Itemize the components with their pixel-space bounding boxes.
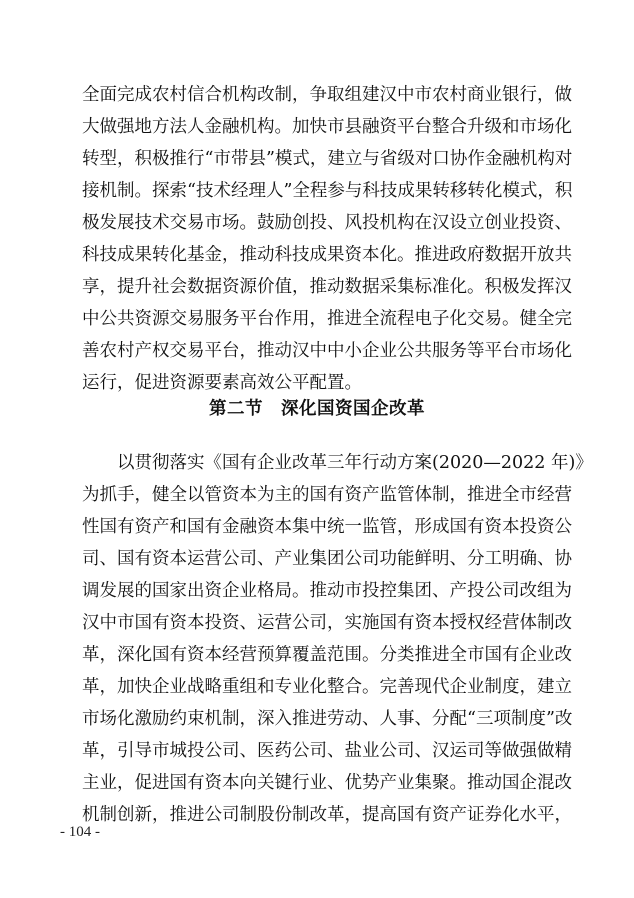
text-line: 极发展技术交易市场。鼓励创投、风投机构在汉设立创业投资、 — [82, 213, 572, 233]
text-line: 市场化激励约束机制，深入推进劳动、人事、分配“三项制度”改 — [82, 709, 573, 729]
text-line: 以贯彻落实《国有企业改革三年行动方案(2020—2022 年)》 — [117, 453, 593, 473]
text-line: 性国有资产和国有金融资本集中统一监管，形成国有资本投资公 — [82, 517, 572, 537]
text-line: 善农村产权交易平台，推动汉中中小企业公共服务等平台市场化 — [82, 341, 572, 361]
text-line: 革，加快企业战略重组和专业化整合。完善现代企业制度，建立 — [82, 677, 572, 697]
text-line: 革，引导市城投公司、医药公司、盐业公司、汉运司等做强做精 — [82, 741, 572, 761]
text-line: 为抓手，健全以管资本为主的国有资产监管体制，推进全市经营 — [82, 485, 572, 505]
text-line: 大做强地方法人金融机构。加快市县融资平台整合升级和市场化 — [82, 117, 572, 137]
text-line: 汉中市国有资本投资、运营公司，实施国有资本授权经营体制改 — [82, 613, 572, 633]
page-number: - 104 - — [60, 824, 100, 840]
text-line: 主业，促进国有资本向关键行业、优势产业集聚。推动国企混改 — [82, 773, 572, 793]
text-line: 调发展的国家出资企业格局。推动市投控集团、产投公司改组为 — [82, 581, 572, 601]
text-line: 全面完成农村信合机构改制，争取组建汉中市农村商业银行，做 — [82, 85, 572, 105]
text-line: 中公共资源交易服务平台作用，推进全流程电子化交易。健全完 — [82, 309, 572, 329]
text-line: 机制创新，推进公司制股份制改革，提高国有资产证券化水平， — [82, 805, 572, 825]
text-line: 科技成果转化基金，推动科技成果资本化。推进政府数据开放共 — [82, 245, 572, 265]
text-line: 转型，积极推行“市带县”模式，建立与省级对口协作金融机构对 — [82, 149, 573, 169]
section-heading: 第二节 深化国资国企改革 — [209, 399, 425, 419]
text-line: 司、国有资本运营公司、产业集团公司功能鲜明、分工明确、协 — [82, 549, 572, 569]
text-line: 革，深化国有资本经营预算覆盖范围。分类推进全市国有企业改 — [82, 645, 572, 665]
text-line: 接机制。探索“技术经理人”全程参与科技成果转移转化模式，积 — [82, 181, 573, 201]
text-line: 享，提升社会数据资源价值，推动数据采集标准化。积极发挥汉 — [82, 277, 572, 297]
text-line: 运行，促进资源要素高效公平配置。 — [82, 373, 362, 393]
